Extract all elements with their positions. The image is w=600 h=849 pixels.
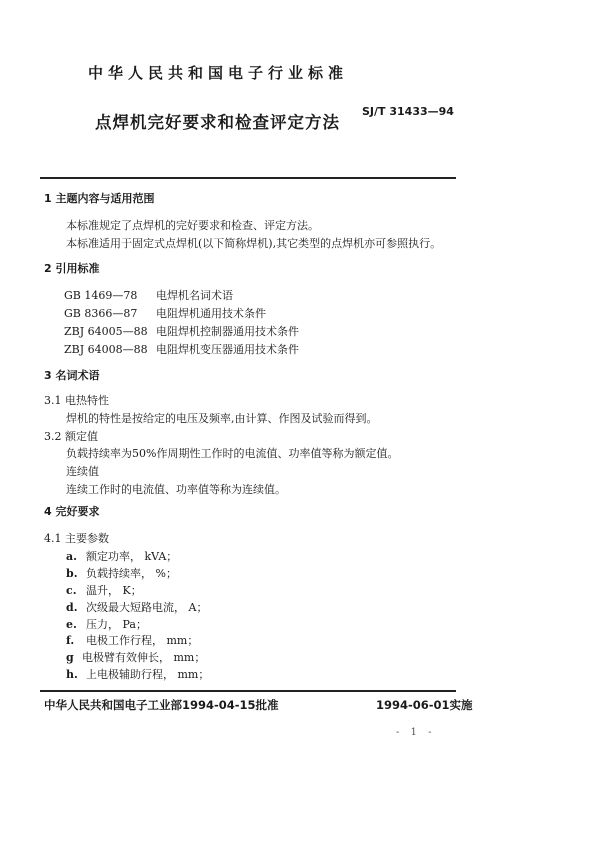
reference-title: 电阻焊机控制器通用技术条件: [156, 325, 299, 338]
document-title: 点焊机完好要求和检查评定方法: [95, 113, 340, 132]
reference-title: 电焊机名词术语: [156, 289, 233, 302]
term-heading: 连续值: [66, 465, 99, 478]
section-1-heading: 1 主题内容与适用范围: [44, 192, 155, 205]
subsection-heading: 3.2 额定值: [44, 430, 98, 443]
approval-note: 中华人民共和国电子工业部1994-04-15批准: [44, 698, 279, 712]
page-number: - 1 -: [396, 727, 432, 738]
reference-title: 电阻焊机变压器通用技术条件: [156, 343, 299, 356]
list-item: c. 温升， K；: [66, 584, 142, 597]
issuing-body: 中华人民共和国电子行业标准: [88, 64, 349, 82]
reference-code: ZBJ 64005—88: [64, 325, 148, 338]
section-4-heading: 4 完好要求: [44, 505, 100, 518]
paragraph: 本标准适用于固定式点焊机(以下简称焊机),其它类型的点焊机亦可参照执行。: [66, 237, 442, 250]
list-item: e. 压力， Pa；: [66, 618, 147, 631]
reference-title: 电阻焊机通用技术条件: [156, 307, 266, 320]
list-item: h. 上电极辅助行程， mm；: [66, 668, 210, 681]
list-item: g 电极臂有效伸长， mm；: [66, 651, 206, 664]
reference-code: GB 8366—87: [64, 307, 138, 320]
subsection-heading: 4.1 主要参数: [44, 532, 109, 545]
paragraph: 焊机的特性是按给定的电压及频率,由计算、作图及试验而得到。: [66, 412, 378, 425]
reference-row: [64, 325, 299, 339]
reference-row: [64, 343, 299, 357]
header-rule: [40, 177, 456, 179]
list-item: d. 次级最大短路电流， A；: [66, 601, 208, 614]
list-item: a. 额定功率， kVA；: [66, 550, 178, 563]
reference-row: [64, 307, 266, 321]
section-3-heading: 3 名词术语: [44, 369, 100, 382]
reference-code: GB 1469—78: [64, 289, 138, 302]
reference-row: [64, 289, 233, 303]
list-item: f. 电极工作行程， mm；: [66, 634, 199, 647]
reference-code: ZBJ 64008—88: [64, 343, 148, 356]
paragraph: 本标准规定了点焊机的完好要求和检查、评定方法。: [66, 219, 319, 232]
paragraph: 负载持续率为50%作周期性工作时的电流值、功率值等称为额定值。: [66, 447, 399, 460]
subsection-heading: 3.1 电热特性: [44, 394, 109, 407]
standard-code: SJ/T 31433—94: [362, 105, 454, 118]
paragraph: 连续工作时的电流值、功率值等称为连续值。: [66, 483, 286, 496]
effective-date: 1994-06-01实施: [376, 698, 473, 712]
section-2-heading: 2 引用标准: [44, 262, 100, 275]
list-item: b. 负载持续率， %；: [66, 567, 177, 580]
footer-rule: [40, 690, 456, 692]
